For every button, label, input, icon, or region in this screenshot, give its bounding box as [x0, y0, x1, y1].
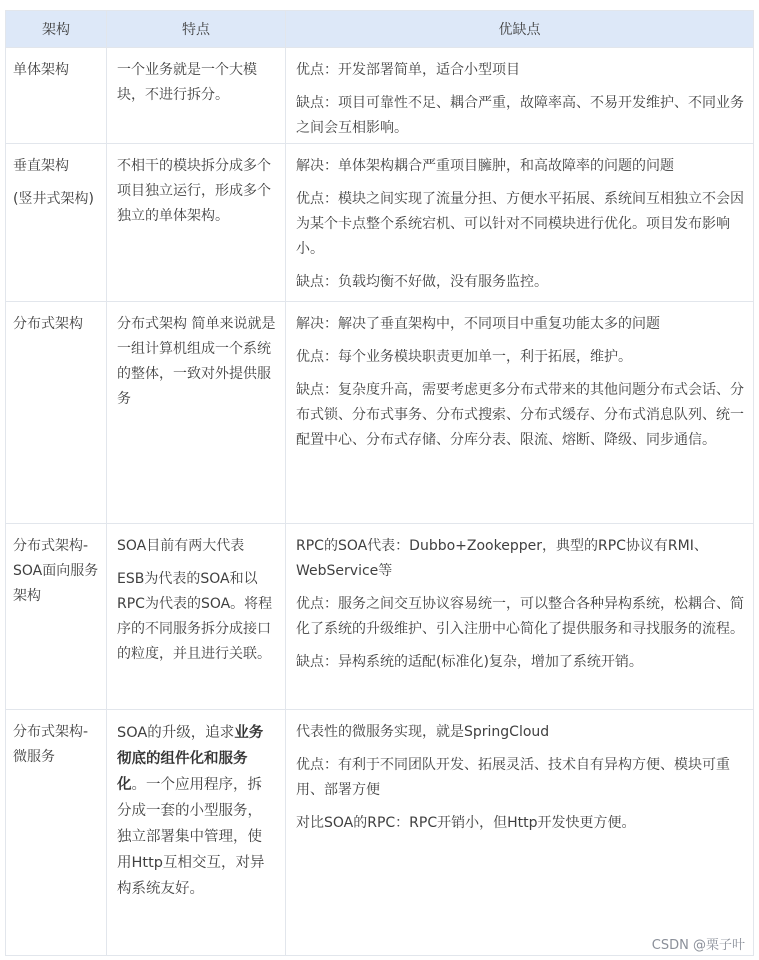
feature-emphasis: 业务彻底的组件化和服务化 — [117, 725, 264, 793]
pros-text: 优点：开发部署简单，适合小型项目 — [296, 62, 520, 78]
architecture-feature: 分布式架构 简单来说就是一组计算机组成一个系统的整体，一致对外提供服务 — [106, 302, 285, 523]
table-row-vertical — [5, 144, 754, 302]
pros-text: 优点：有利于不同团队开发、拓展灵活、技术自有异构方便、模块可重用、部署方便 — [296, 757, 730, 798]
representative-text: 代表性的微服务实现，就是SpringCloud — [296, 724, 550, 740]
solves-text: 解决：解决了垂直架构中，不同项目中重复功能太多的问题 — [296, 316, 660, 332]
feature-intro: SOA的升级，追求 — [117, 725, 235, 741]
table-header — [5, 10, 754, 48]
architecture-feature — [106, 710, 285, 955]
pros-text: 优点：模块之间实现了流量分担、方便水平拓展、系统间互相独立不会因为某个卡点整个系统宕机、可以针对不同模块进行优化。项目发布影响小。 — [296, 191, 744, 257]
table-row-monolith — [5, 48, 754, 144]
header-architecture: 架构 — [5, 11, 106, 47]
architecture-name: 单体架构 — [5, 48, 106, 143]
table-row-microservices — [5, 710, 754, 956]
architecture-feature: 一个业务就是一个大模块，不进行拆分。 — [106, 48, 285, 143]
cons-text: 缺点：复杂度升高，需要考虑更多分布式带来的其他问题分布式会话、分布式锁、分布式事务、分布式搜索、分布式缓存、分布式消息队列、统一配置中心、分布式存储、分库分表、限流、熔断、降级、同步通信。 — [296, 382, 744, 448]
solves-text: 解决：单体架构耦合严重项目臃肿，和高故障率的问题的问题 — [296, 158, 674, 174]
architecture-name: 分布式架构-微服务 — [5, 710, 106, 955]
architecture-name-main: 垂直架构 — [13, 158, 69, 174]
feature-line-1: SOA目前有两大代表 — [117, 538, 245, 554]
cons-text: 缺点：负载均衡不好做，没有服务监控。 — [296, 274, 548, 290]
cons-text: 缺点：异构系统的适配(标准化)复杂，增加了系统开销。 — [296, 654, 643, 670]
pros-text: 优点：每个业务模块职责更加单一，利于拓展，维护。 — [296, 349, 632, 365]
feature-line-2: ESB为代表的SOA和以RPC为代表的SOA。将程序的不同服务拆分成接口的粒度，并且进行关联。 — [117, 571, 273, 662]
architecture-feature: 不相干的模块拆分成多个项目独立运行，形成多个独立的单体架构。 — [106, 144, 285, 301]
pros-cons — [285, 302, 754, 523]
header-features: 特点 — [106, 11, 285, 47]
architecture-name-alias: (竖井式架构) — [13, 191, 94, 207]
cons-text: 缺点：项目可靠性不足、耦合严重，故障率高、不易开发维护、不同业务之间会互相影响。 — [296, 95, 744, 136]
architecture-feature — [106, 524, 285, 709]
comparison-text: 对比SOA的RPC：RPC开销小，但Http开发快更方便。 — [296, 815, 636, 831]
architecture-name: 分布式架构 — [5, 302, 106, 523]
csdn-watermark: CSDN @栗子叶 — [651, 938, 745, 953]
table-row-soa — [5, 524, 754, 710]
pros-text: 优点：服务之间交互协议容易统一，可以整合各种异构系统，松耦合、简化了系统的升级维护、引入注册中心简化了提供服务和寻找服务的流程。 — [296, 596, 744, 637]
architecture-name: 分布式架构-SOA面向服务架构 — [5, 524, 106, 709]
representative-text: RPC的SOA代表：Dubbo+Zookepper，典型的RPC协议有RMI、WebService等 — [296, 538, 708, 579]
pros-cons — [285, 48, 754, 143]
pros-cons — [285, 524, 754, 709]
pros-cons — [285, 710, 754, 955]
pros-cons — [285, 144, 754, 301]
architecture-table — [5, 10, 754, 956]
header-pros-cons: 优缺点 — [285, 11, 754, 47]
feature-detail: 。一个应用程序，拆分成一套的小型服务，独立部署集中管理，使用Http互相交互，对异构系统友好。 — [117, 777, 265, 897]
architecture-name — [5, 144, 106, 301]
table-row-distributed — [5, 302, 754, 524]
